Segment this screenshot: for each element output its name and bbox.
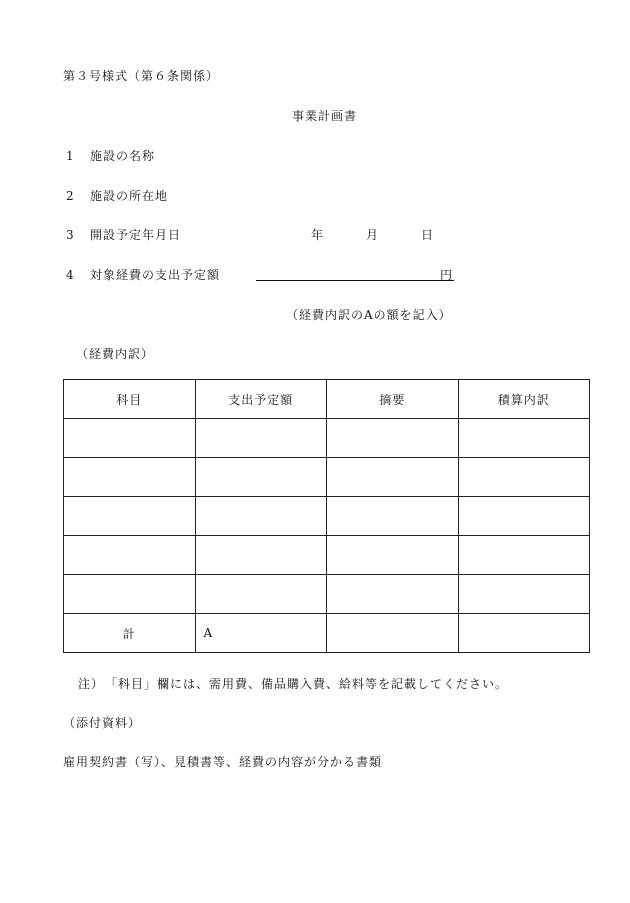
table-row xyxy=(64,497,590,536)
item-number: 3 xyxy=(66,228,75,242)
table-cell xyxy=(458,497,590,536)
expense-breakdown-table xyxy=(63,379,590,653)
item-label: 対象経費の支出予定額 xyxy=(90,268,221,282)
table-cell xyxy=(458,575,590,614)
table-cell xyxy=(195,536,327,575)
table-cell xyxy=(327,536,459,575)
table-row xyxy=(64,575,590,614)
table-cell xyxy=(327,458,459,497)
header-planned-amount: 支出予定額 xyxy=(195,380,327,419)
attachments-heading: （添付資料） xyxy=(63,716,142,730)
total-label: 計 xyxy=(64,614,196,653)
item-planned-expenditure xyxy=(66,266,220,283)
header-calculation-breakdown: 積算内訳 xyxy=(458,380,590,419)
currency-unit: 円 xyxy=(440,268,454,282)
item-label: 施設の所在地 xyxy=(90,189,169,203)
table-cell xyxy=(458,536,590,575)
table-cell xyxy=(327,497,459,536)
date-month-unit: 月 xyxy=(366,228,380,242)
table-cell xyxy=(64,497,196,536)
amount-note: （経費内訳のAの額を記入） xyxy=(286,308,452,322)
document-title: 事業計画書 xyxy=(292,109,358,123)
item-label: 開設予定年月日 xyxy=(90,228,182,242)
table-cell xyxy=(64,536,196,575)
table-cell xyxy=(64,575,196,614)
amount-underline xyxy=(256,280,454,281)
table-cell xyxy=(195,575,327,614)
header-subject: 科目 xyxy=(64,380,196,419)
table-cell xyxy=(64,419,196,458)
subject-column-note: 注） 「科目」欄には、需用費、備品購入費、給料等を記載してください。 xyxy=(78,677,509,691)
header-summary: 摘要 xyxy=(327,380,459,419)
item-label: 施設の名称 xyxy=(90,149,156,163)
form-number: 第３号様式（第６条関係） xyxy=(63,69,220,83)
table-cell xyxy=(64,458,196,497)
item-facility-address xyxy=(66,187,168,204)
item-facility-name xyxy=(66,147,155,164)
table-cell xyxy=(195,497,327,536)
attachments-text: 雇用契約書（写）、見積書等、経費の内容が分かる書類 xyxy=(63,755,383,769)
table-header-row xyxy=(64,380,590,419)
item-number: 4 xyxy=(66,268,75,282)
table-cell xyxy=(458,614,590,653)
table-cell xyxy=(195,458,327,497)
item-number: 1 xyxy=(66,149,75,163)
table-cell xyxy=(458,419,590,458)
table-row xyxy=(64,419,590,458)
table-cell xyxy=(195,419,327,458)
table-cell xyxy=(327,575,459,614)
date-year-unit: 年 xyxy=(311,228,325,242)
table-row xyxy=(64,458,590,497)
table-cell xyxy=(458,458,590,497)
table-cell xyxy=(327,419,459,458)
date-day-unit: 日 xyxy=(421,228,435,242)
table-total-row xyxy=(64,614,590,653)
table-row xyxy=(64,536,590,575)
item-number: 2 xyxy=(66,189,75,203)
table-cell xyxy=(327,614,459,653)
total-amount-marker: A xyxy=(195,614,327,653)
item-opening-date xyxy=(66,226,181,243)
breakdown-heading: （経費内訳） xyxy=(76,347,155,361)
